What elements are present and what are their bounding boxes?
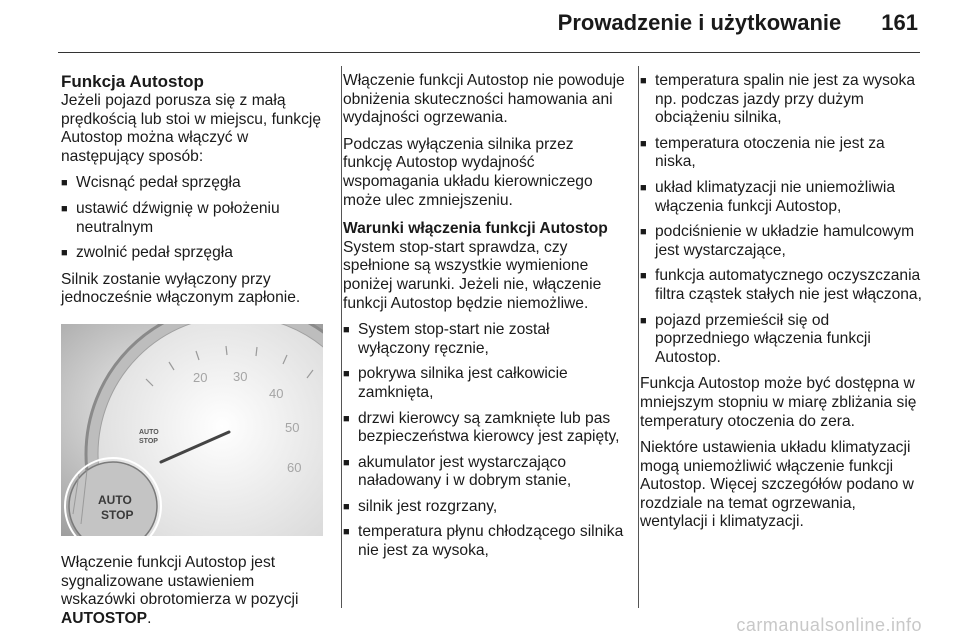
gauge-tick-label: 30	[233, 368, 248, 384]
page-header	[558, 10, 918, 36]
list-item: ■ Wcisnąć pedał sprzęgła	[61, 174, 329, 193]
list-item: ■ temperatura spalin nie jest za wysoka np. podczas jazdy przy dużym obciążeniu silnika,	[640, 72, 925, 128]
inset-autostop-label: STOP	[101, 507, 134, 522]
column-divider	[341, 66, 342, 608]
column-3	[640, 72, 925, 540]
list-item: ■ akumulator jest wystarczająco naładowany i w dobrym stanie,	[343, 454, 625, 491]
conditions-list	[640, 72, 925, 367]
list-item: ■ pojazd przemieścił się od poprzedniego włączenia funkcji Autostop.	[640, 312, 925, 368]
list-item: ■ funkcja automatycznego oczyszczania filtra cząstek stałych nie jest włączona,	[640, 267, 925, 304]
gauge-tick-label: 50	[285, 419, 300, 435]
caption-bold: AUTOSTOP	[61, 609, 148, 627]
column-1	[61, 72, 329, 636]
paragraph: Funkcja Autostop może być dostępna w mniejszym stopniu w miarę zbliżania się temperatury otoczenia do zera.	[640, 375, 917, 430]
list-item: ■ System stop-start nie został wyłączony ręcznie,	[343, 321, 625, 358]
caption-text: Włączenie funkcji Autostop jest sygnalizowane ustawieniem wskazówki obrotomierza w pozycji	[61, 553, 299, 609]
tachometer-figure	[61, 324, 323, 536]
list-item: ■ zwolnić pedał sprzęgła	[61, 244, 329, 263]
list-item: ■ drzwi kierowcy są zamknięte lub pas bezpieczeństwa kierowcy jest zapięty,	[343, 410, 625, 447]
column-2	[343, 72, 625, 569]
paragraph: Niektóre ustawienia układu klimatyzacji mogą uniemożliwić włączenie funkcji Autostop. Więcej szczegółów podano w rozdziale na temat ogrzewania, wentylacji i klimatyzacji.	[640, 439, 914, 531]
gauge-tick-label: 40	[269, 385, 284, 401]
gauge-tick-label: 60	[287, 459, 302, 475]
gauge-tick-label: 20	[193, 369, 208, 385]
paragraph: Podczas wyłączenia silnika przez funkcję Autostop wydajność wspomagania układu kierowniczego może ulec zmniejszeniu.	[343, 135, 593, 209]
dial-autostop-label: STOP	[139, 437, 158, 445]
conditions-list	[343, 321, 625, 561]
page-number: 161	[881, 10, 918, 35]
page-title: Prowadzenie i użytkowanie	[557, 10, 842, 35]
tachometer-illustration	[61, 324, 323, 536]
column-divider	[638, 66, 639, 608]
dial-autostop-label: AUTO	[139, 428, 159, 436]
list-item: ■ silnik jest rozgrzany,	[343, 498, 625, 517]
list-item: ■ układ klimatyzacji nie uniemożliwia włączenia funkcji Autostop,	[640, 179, 925, 216]
watermark: carmanualsonline.info	[736, 615, 922, 635]
list-item: ■ temperatura płynu chłodzącego silnika nie jest za wysoka,	[343, 523, 625, 560]
list-item: ■ pokrywa silnika jest całkowicie zamknięta,	[343, 365, 625, 402]
inset-autostop-label: AUTO	[98, 492, 132, 507]
section-heading: Funkcja Autostop	[61, 72, 204, 91]
subheading: Warunki włączenia funkcji Autostop	[343, 220, 608, 238]
paragraph: Jeżeli pojazd porusza się z małą prędkością lub stoi w miejscu, funkcję Autostop można włączyć w następujący sposób:	[61, 92, 322, 165]
caption-end: .	[147, 609, 152, 627]
header-rule	[58, 52, 920, 53]
steps-list	[61, 174, 329, 262]
list-item: ■ temperatura otoczenia nie jest za niska,	[640, 135, 925, 172]
paragraph: Włączenie funkcji Autostop nie powoduje obniżenia skuteczności hamowania ani wydajności ogrzewania.	[343, 72, 625, 127]
figure-caption	[61, 554, 329, 628]
paragraph: Silnik zostanie wyłączony przy jednocześnie włączonym zapłonie.	[61, 270, 301, 307]
list-item: ■ podciśnienie w układzie hamulcowym jest wystarczające,	[640, 223, 925, 260]
paragraph: System stop-start sprawdza, czy spełnione są wszystkie wymienione poniżej warunki. Jeżeli nie, włączenie funkcji Autostop będzie niemożliwe.	[343, 238, 602, 312]
list-item: ■ ustawić dźwignię w położeniu neutralnym	[61, 200, 329, 237]
